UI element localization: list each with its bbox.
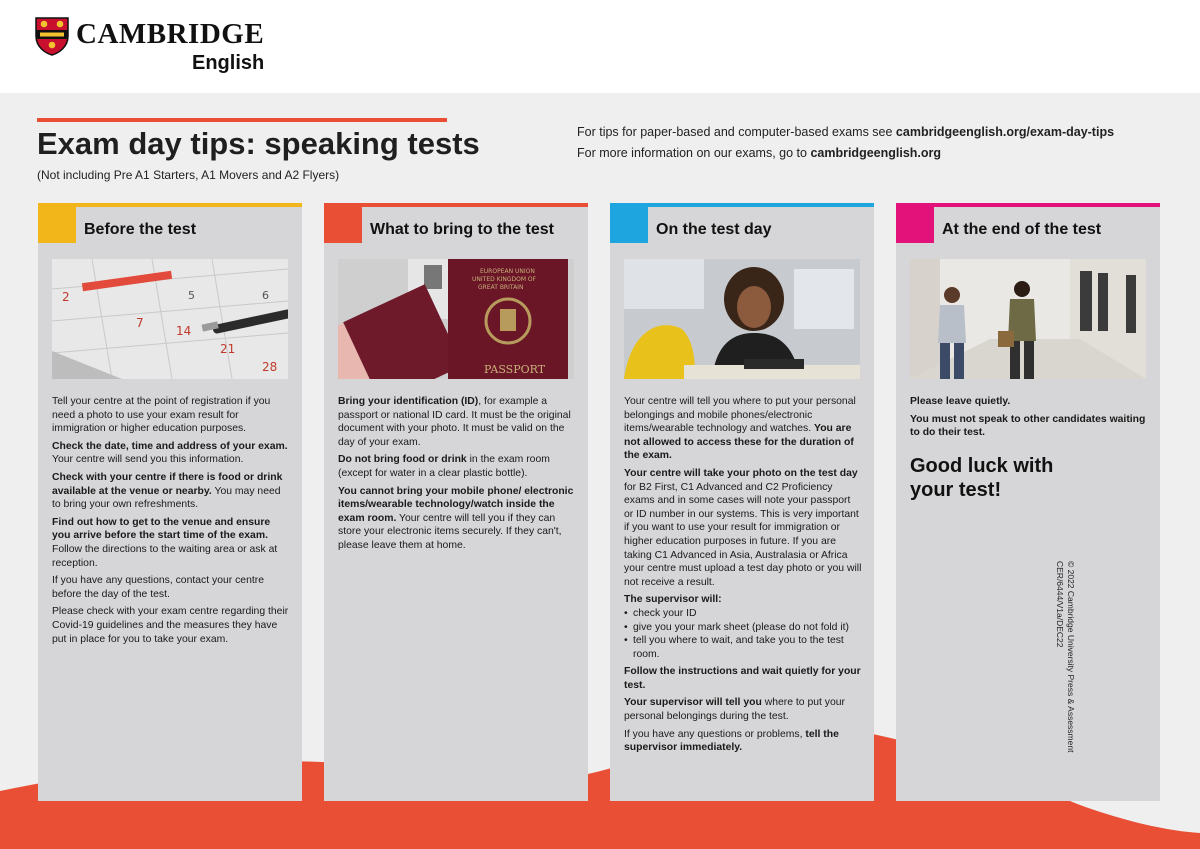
supervisor-list	[624, 607, 862, 661]
brand-subtitle: English	[192, 52, 265, 74]
svg-text:5: 5	[188, 289, 195, 302]
bring-paragraph-1: Bring your identification (ID), for example a passport or national ID card. It must be the original document with your photo. It must be valid on the day of your exam.	[338, 396, 571, 448]
end-paragraph-1: Please leave quietly.	[910, 396, 1011, 407]
list-item: • tell you where to wait, and take you to the test room.	[624, 634, 862, 661]
svg-text:14: 14	[176, 324, 192, 338]
column-title: What to bring to the test	[370, 221, 554, 238]
exam-day-tips-link[interactable]: cambridgeenglish.org/exam-day-tips	[895, 125, 1115, 139]
column-title: On the test day	[656, 221, 772, 238]
svg-text:6: 6	[262, 289, 269, 302]
column-accent-bar	[610, 203, 874, 207]
column-text	[624, 395, 862, 759]
title-rule	[37, 118, 447, 122]
column-title: At the end of the test	[942, 221, 1102, 238]
column-title: Before the test	[84, 221, 197, 238]
page-title: Exam day tips: speaking tests	[37, 126, 480, 161]
before-paragraph-6: Please check with your exam centre regarding their Covid-19 guidelines and the measures they have put in place for you to take your exam.	[52, 606, 289, 645]
svg-text:GREAT BRITAIN: GREAT BRITAIN	[478, 284, 524, 291]
svg-text:UNITED KINGDOM OF: UNITED KINGDOM OF	[472, 276, 537, 283]
column-accent-square	[610, 207, 648, 243]
before-paragraph-4: Find out how to get to the venue and ensure you arrive before the start time of the exam. Follow the directions to the waiting area or ask at reception.	[52, 516, 278, 569]
list-item: • give you your mark sheet (please do not fold it)	[624, 621, 862, 635]
column-at-the-end	[896, 203, 1160, 801]
cambridgeenglish-link[interactable]: cambridgeenglish.org	[810, 146, 942, 160]
svg-text:28: 28	[262, 360, 278, 374]
day-paragraph-4: Follow the instructions and wait quietly for your test.	[624, 666, 861, 691]
column-text	[52, 395, 290, 650]
list-item: • check your ID	[624, 607, 862, 621]
day-paragraph-1: Your centre will tell you where to put your personal belongings and mobile phones/electronic items/wearable technology and watches. You are not allowed to access these for the duration of the exam.	[624, 396, 856, 462]
before-paragraph-2: Check the date, time and address of your exam. Your centre will send you this information.	[52, 440, 288, 466]
column-what-to-bring	[324, 203, 588, 801]
column-accent-bar	[896, 203, 1160, 207]
page-subtitle: (Not including Pre A1 Starters, A1 Movers and A2 Flyers)	[37, 168, 340, 182]
info-block	[577, 122, 1114, 164]
column-text	[338, 395, 576, 557]
corridor-photo	[910, 259, 1146, 379]
column-accent-square	[38, 207, 76, 243]
day-paragraph-3: The supervisor will:	[624, 594, 722, 606]
before-paragraph-5: If you have any questions, contact your centre before the day of the test.	[52, 575, 264, 600]
column-accent-bar	[38, 203, 302, 207]
brand-title: CAMBRIDGE	[76, 18, 265, 50]
good-luck-message: Good luck with your test!	[910, 454, 1054, 501]
svg-text:EUROPEAN UNION: EUROPEAN UNION	[480, 268, 535, 275]
info-line-tips	[577, 122, 1114, 143]
bring-paragraph-3: You cannot bring your mobile phone/ electronic items/wearable technology/watch inside the exam room. Your centre will tell you if they can store your electronic items securely. If they can't, please leave them at home.	[338, 485, 574, 551]
before-paragraph-1: Tell your centre at the point of registration if you need a photo to use your exam result for immigration or higher education purposes.	[52, 396, 271, 435]
document-code: CER/6444/V1a/DEC22	[1055, 561, 1065, 648]
end-paragraph-2: You must not speak to other candidates waiting to do their test.	[910, 413, 1146, 439]
calendar-pen-photo	[52, 259, 288, 379]
svg-text:2: 2	[62, 290, 70, 304]
day-paragraph-6: If you have any questions or problems, tell the supervisor immediately.	[624, 728, 839, 754]
test-day-photo	[624, 259, 860, 379]
passports-photo	[338, 259, 574, 379]
column-accent-square	[324, 207, 362, 243]
copyright-notice	[1054, 561, 1076, 752]
column-accent-square	[896, 207, 934, 243]
column-on-the-test-day	[610, 203, 874, 801]
day-paragraph-2: Your centre will take your photo on the test day for B2 First, C1 Advanced and C2 Proficiency exams and in some cases will note your passport or ID number in our systems. This is very important if you want to use your result for immigration or higher education purposes in future. If you are taking C1 Advanced in Asia, Australasia or Africa your centre must upload a test day photo or you will not receive a result.	[624, 467, 862, 588]
svg-text:21: 21	[220, 342, 236, 356]
column-accent-bar	[324, 203, 588, 207]
info-more-text: For more information on our exams, go to	[577, 146, 811, 160]
column-before-the-test	[38, 203, 302, 801]
day-paragraph-5: Your supervisor will tell you where to put your personal belongings during the test.	[624, 697, 845, 723]
before-paragraph-3: Check with your centre if there is food or drink available at the venue or nearby. You may need to bring your own refreshments.	[52, 471, 283, 511]
info-line-more	[577, 143, 1114, 164]
passport-label: PASSPORT	[484, 363, 546, 376]
info-tips-text: For tips for paper-based and computer-based exams see	[577, 125, 896, 139]
header	[0, 0, 1200, 93]
column-text	[910, 395, 1148, 502]
copyright-line: © 2022 Cambridge University Press & Assessment	[1066, 561, 1076, 753]
cambridge-english-logo[interactable]	[34, 14, 274, 78]
cambridge-shield-icon	[34, 16, 70, 56]
bring-paragraph-2: Do not bring food or drink in the exam room (except for water in a clear plastic bottle).	[338, 454, 550, 479]
svg-text:7: 7	[136, 316, 144, 330]
poster-body	[0, 93, 1200, 849]
